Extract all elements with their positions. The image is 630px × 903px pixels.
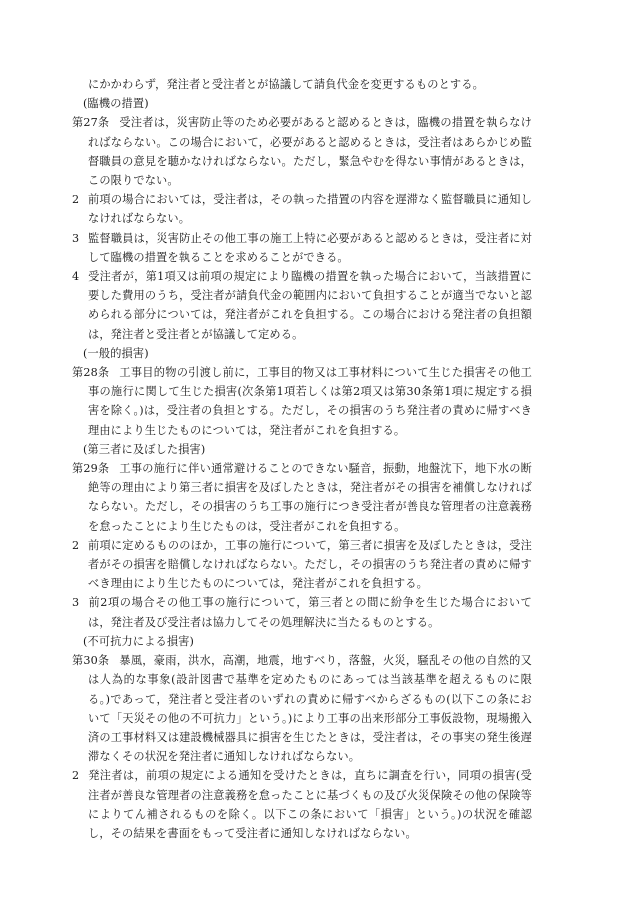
- article-27: 第27条 受注者は，災害防止等のため必要があると認めるときは，臨機の措置を執らなければならない。この場合において，必要があると認めるときは，受注者はあらかじめ監督職員の意見を聴かなければならない。ただし，緊急やむを得ない事情があるときは，この限りでない。: [72, 113, 532, 190]
- article-number: 第28条: [72, 366, 110, 380]
- item-number: 2: [72, 193, 80, 207]
- heading-third-party-damage: (第三者に及ぼした損害): [83, 442, 206, 456]
- article-number: 第30条: [72, 654, 110, 668]
- heading-force-majeure: (不可抗力による損害): [83, 634, 195, 648]
- item-number: 2: [72, 769, 80, 783]
- heading-emergency-measures: (臨機の措置): [83, 97, 149, 111]
- article-27-item-4: 4 受注者が，第1項又は前項の規定により臨機の措置を執った場合において，当該措置に要した費用のうち，受注者が請負代金の範囲内において負担することが適当でないと認められる部分については，発注者がこれを負担する。この場合における発注者の負担額は，発注者と受注者とが協議して定める。: [72, 267, 532, 344]
- article-30-item-2: 2 発注者は，前項の規定による通知を受けたときは，直ちに調査を行い，同項の損害(受注者が善良な管理者の注意義務を怠ったことに基づくもの及び火災保険その他の保険等によりてん補されるものを除く。以下この条において「損害」という。)の状況を確認し，その結果を書面をもって受注者に通知しなければならない。: [72, 766, 532, 843]
- heading-general-damage: (一般的損害): [83, 346, 149, 360]
- item-number: 3: [72, 596, 80, 610]
- article-28: 第28条 工事目的物の引渡し前に，工事目的物又は工事材料について生じた損害その他工事の施行に関して生じた損害(次条第1項若しくは第2項又は第30条第1項に規定する損害を除く。)は，受注者の負担とする。ただし，その損害のうち発注者の責めに帰すべき理由により生じたものについては，発注者がこれを負担する。: [72, 363, 532, 440]
- document-body: [72, 75, 532, 843]
- paragraph-continuation: にかかわらず，発注者と受注者とが協議して請負代金を変更するものとする。: [88, 78, 484, 91]
- article-30: 第30条 暴風，豪雨，洪水，高潮，地震，地すべり，落盤，火災，騒乱その他の自然的又は人為的な事象(設計図書で基準を定めたものにあっては当該基準を超えるものに限る。)であって，発注者と受注者のいずれの責めに帰すべからざるもの(以下この条において「天災その他の不可抗力」という。)により工事の出来形部分工事仮設物，現場搬入済の工事材料又は建設機械器具に損害を生じたときは，受注者は，その事実の発生後遅滞なくその状況を発注者に通知しなければならない。: [72, 651, 532, 766]
- item-number: 3: [72, 231, 80, 245]
- article-29-item-3: 3 前2項の場合その他工事の施行について，第三者との間に紛争を生じた場合においては，発注者及び受注者は協力してその処理解決に当たるものとする。: [72, 593, 532, 631]
- item-number: 2: [72, 538, 80, 552]
- article-number: 第29条: [72, 462, 110, 476]
- item-number: 4: [72, 270, 80, 284]
- article-number: 第27条: [72, 116, 110, 130]
- article-29: 第29条 工事の施行に伴い通常避けることのできない騒音，振動，地盤沈下，地下水の断絶等の理由により第三者に損害を及ぼしたときは，発注者がその損害を補償しなければならない。ただし，その損害のうち工事の施行につき受注者が善良な管理者の注意義務を怠ったことにより生じたものは，受注者がこれを負担する。: [72, 459, 532, 536]
- article-29-item-2: 2 前項に定めるもののほか，工事の施行について，第三者に損害を及ぼしたときは，受注者がその損害を賠償しなければならない。ただし，その損害のうち発注者の責めに帰すべき理由により生じたものについては，発注者がこれを負担する。: [72, 536, 532, 594]
- article-27-item-3: 3 監督職員は，災害防止その他工事の施工上特に必要があると認めるときは，受注者に対して臨機の措置を執ることを求めることができる。: [72, 229, 532, 267]
- article-27-item-2: 2 前項の場合においては，受注者は，その執った措置の内容を遅滞なく監督職員に通知しなければならない。: [72, 190, 532, 228]
